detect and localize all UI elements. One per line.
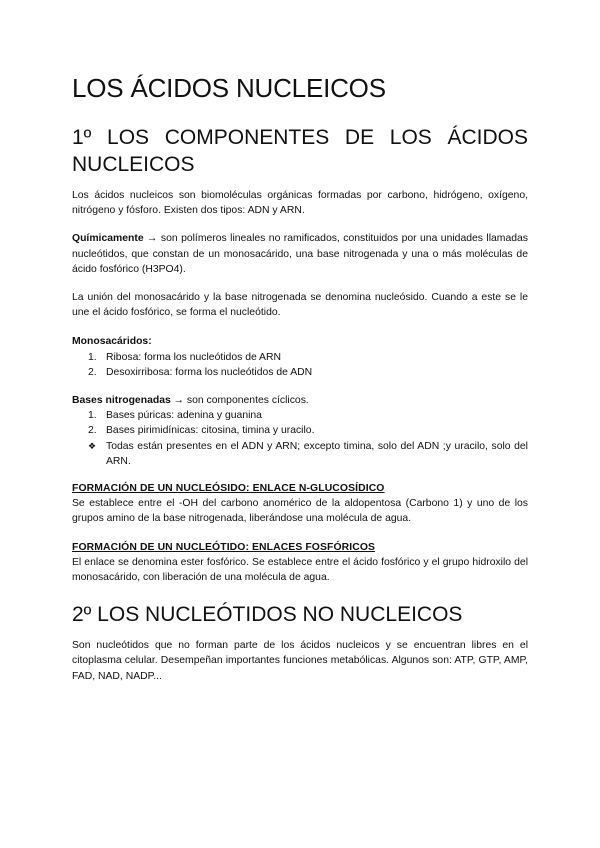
bases-label-line [72, 393, 528, 408]
section-2-heading: 2º LOS NUCLEÓTIDOS NO NUCLEICOS [72, 603, 463, 627]
nucleotide-paragraph: El enlace se denomina ester fosfórico. Se establece entre el ácido fosfórico y el grupo hidroxilo del monosacárido, con liberación de una molécula de agua. [72, 556, 528, 584]
list-item [72, 350, 528, 365]
monosaccharides-list [72, 350, 528, 380]
list-text: Bases púricas: adenina y guanina [106, 410, 262, 422]
list-number: 2. [88, 366, 97, 378]
section-2-paragraph: Son nucleótidos que no forman parte de los ácidos nucleicos y se encuentran libres en el citoplasma celular. Desempeñan importantes funciones metabólicas. Algunos son: ATP, GTP, AMP, FAD, NAD, NADP... [72, 640, 528, 682]
list-text: Ribosa: forma los nucleótidos de ARN [106, 351, 281, 363]
nucleoside-heading: FORMACIÓN DE UN NUCLEÓSIDO: ENLACE N-GLUCOSÍDICO [72, 483, 385, 495]
document-title: LOS ÁCIDOS NUCLEICOS [72, 73, 386, 103]
bases-text: → son componentes cíclicos. [170, 395, 309, 407]
list-item [72, 423, 528, 438]
list-number: 2. [88, 425, 97, 437]
monosaccharides-label: Monosacáridos: [72, 336, 152, 348]
section-1-heading-line-2: NUCLEICOS [72, 153, 195, 176]
bases-label: Bases nitrogenadas [72, 395, 171, 407]
list-number: 1. [88, 351, 97, 363]
chemistry-text: → son polímeros lineales no ramificados, constituidos por una unidades llamadas nucleótidos, que constan de un monosacárido, una base nitrogenada y una o más moléculas de ácido fosfórico (H3PO4). [72, 233, 528, 275]
bases-note: Todas están presentes en el ADN y ARN; excepto timina, solo del ADN ;y uracilo, solo del ARN. [106, 440, 528, 467]
list-item [72, 365, 528, 380]
section-1-heading [72, 124, 528, 178]
list-item [72, 439, 528, 469]
intro-paragraph: Los ácidos nucleicos son biomoléculas orgánicas formadas por carbono, hidrógeno, oxígeno, nitrógeno y fósforo. Existen dos tipos: ADN y ARN. [72, 190, 528, 217]
document-content [72, 72, 528, 697]
chemistry-label: Químicamente [72, 233, 144, 245]
union-paragraph: La unión del monosacárido y la base nitrogenada se denomina nucleósido. Cuando a este se le une el ácido fosfórico, se forma el nucleótido. [72, 292, 528, 319]
bases-note-list [72, 439, 528, 469]
nucleotide-heading: FORMACIÓN DE UN NUCLEÓTIDO: ENLACES FOSFÓRICOS [72, 541, 376, 553]
section-1-heading-line-1: 1º LOS COMPONENTES DE LOS ÁCIDOS [72, 126, 528, 149]
list-text: Desoxirribosa: forma los nucleótidos de ADN [106, 366, 313, 378]
list-item [72, 408, 528, 423]
bases-list [72, 408, 528, 438]
nucleoside-paragraph: Se establece entre el -OH del carbono anomérico de la aldopentosa (Carbono 1) y uno de los grupos amino de la base nitrogenada, liberándose una molécula de agua. [72, 498, 528, 525]
diamond-bullet-icon: ❖ [88, 440, 97, 451]
list-text: Bases pirimidínicas: citosina, timina y uracilo. [106, 425, 315, 437]
list-number: 1. [88, 410, 97, 422]
chemistry-paragraph [72, 231, 528, 277]
